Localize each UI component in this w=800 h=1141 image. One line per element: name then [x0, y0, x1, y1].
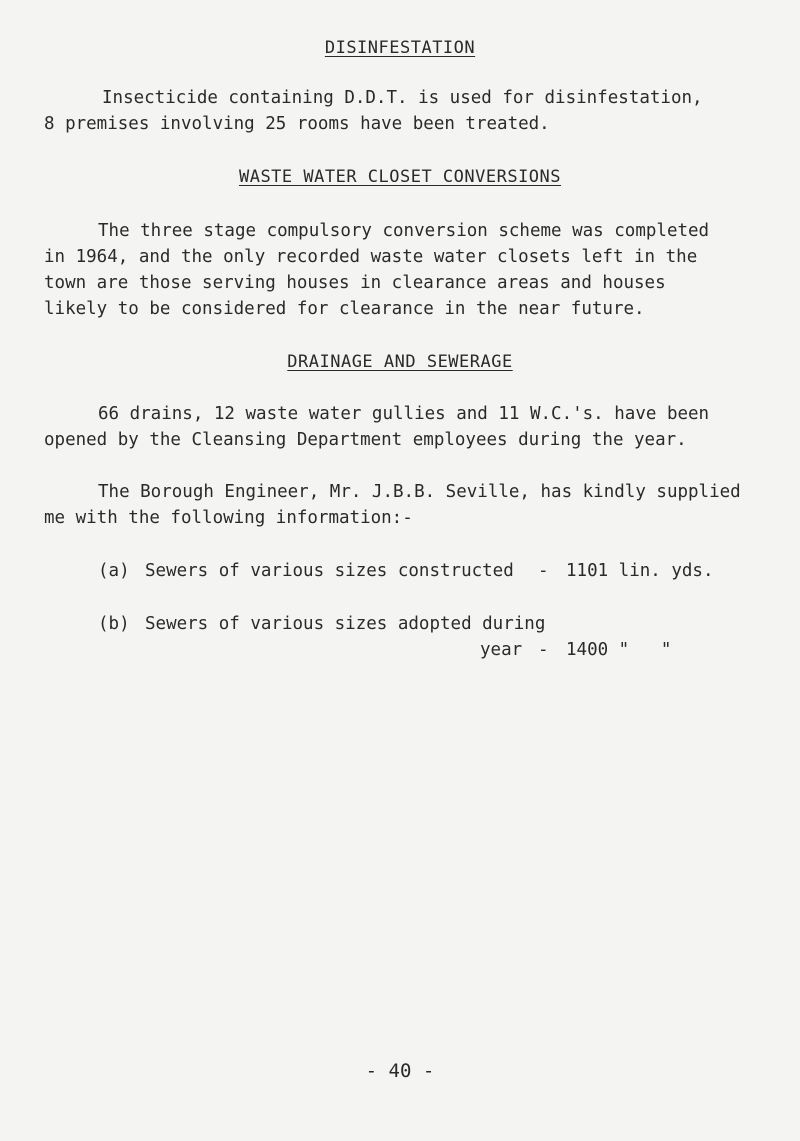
- waste-water-line-2: in 1964, and the only recorded waste water closets left in the: [44, 247, 698, 267]
- waste-water-line-4: likely to be considered for clearance in the near future.: [44, 299, 645, 319]
- page-number: - 40 -: [365, 1060, 435, 1082]
- waste-water-line-1: The three stage compulsory conversion scheme was completed: [98, 221, 710, 241]
- waste-water-heading: WASTE WATER CLOSET CONVERSIONS: [238, 167, 562, 187]
- item-b-text2: year: [480, 640, 523, 660]
- item-a-label: (a): [98, 561, 130, 581]
- disinfestation-line-1: Insecticide containing D.D.T. is used for disinfestation,: [102, 88, 703, 108]
- waste-water-line-3: town are those serving houses in clearance areas and houses: [44, 273, 666, 293]
- item-b-label: (b): [98, 614, 130, 634]
- disinfestation-heading: DISINFESTATION: [324, 38, 476, 58]
- item-b-dash: -: [538, 640, 549, 660]
- drainage-para1-line-2: opened by the Cleansing Department employees during the year.: [44, 430, 687, 450]
- item-b-value: 1400 " ": [566, 640, 672, 660]
- drainage-para1-line-1: 66 drains, 12 waste water gullies and 11 W.C.'s. have been: [98, 404, 710, 424]
- item-a-text: Sewers of various sizes constructed: [145, 561, 514, 581]
- drainage-para2-line-2: me with the following information:-: [44, 508, 413, 528]
- item-a-dash: -: [538, 561, 549, 581]
- drainage-para2-line-1: The Borough Engineer, Mr. J.B.B. Seville, has kindly supplied: [98, 482, 741, 502]
- disinfestation-line-2: 8 premises involving 25 rooms have been treated.: [44, 114, 550, 134]
- item-b-text: Sewers of various sizes adopted during: [145, 614, 546, 634]
- item-a-value: 1101 lin. yds.: [566, 561, 714, 581]
- drainage-heading: DRAINAGE AND SEWERAGE: [287, 352, 513, 372]
